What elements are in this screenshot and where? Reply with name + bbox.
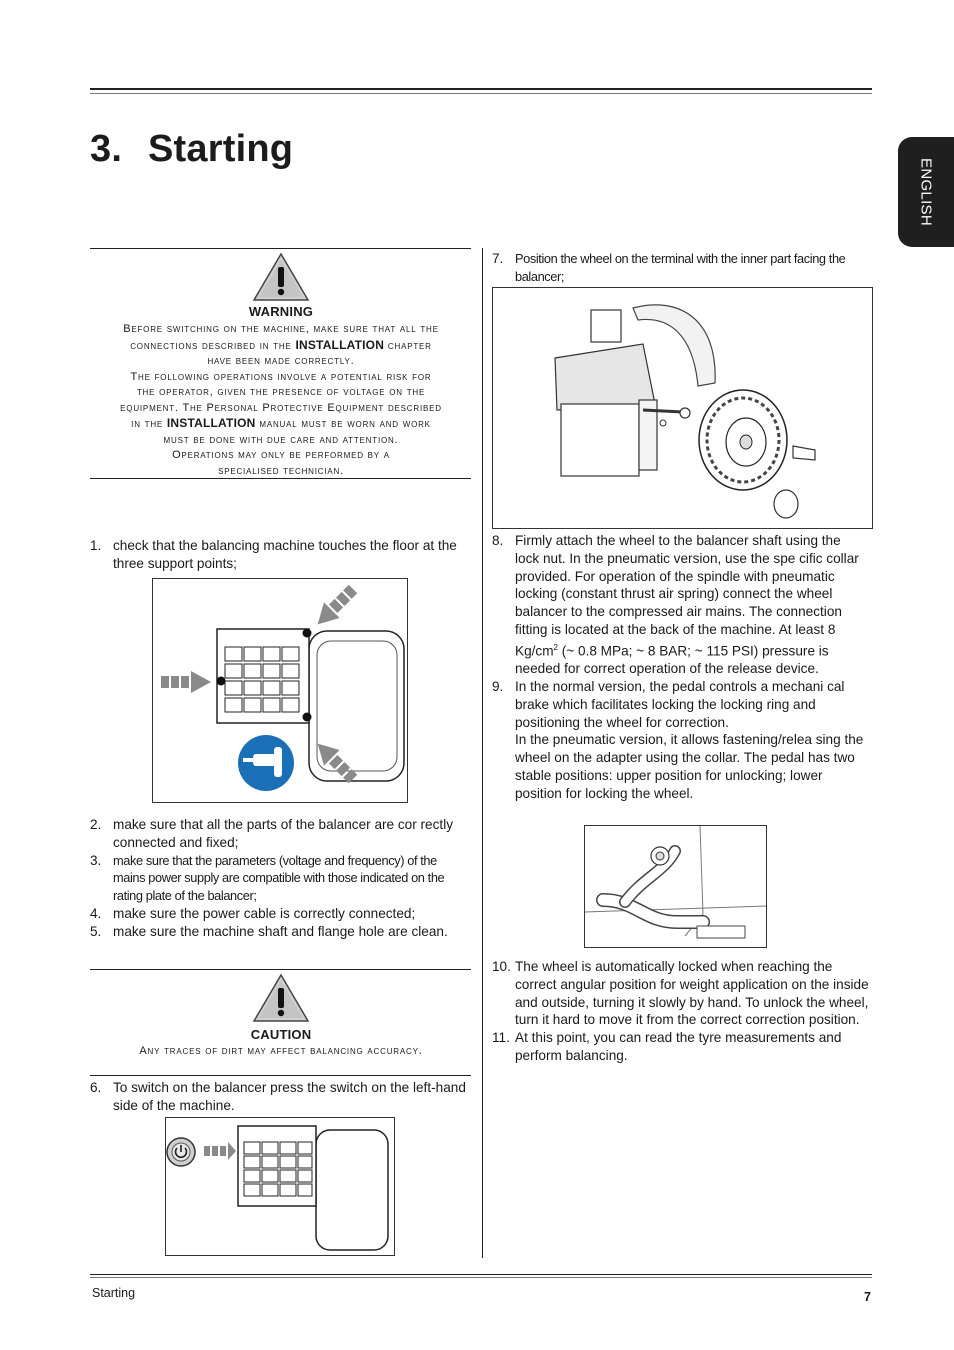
warning-line: the operator, given the presence of voltage on the: [136, 386, 426, 398]
warning-top-rule: [90, 248, 471, 249]
wheel-mounting-illustration: [493, 288, 872, 528]
power-button-icon: [167, 1138, 195, 1166]
language-tab: [898, 137, 954, 247]
list-item: 9. In the normal version, the pedal controls a mechani cal brake which facilitates locking the locking ring and positioning the wheel for correction. In the pneumatic version, it allows fastening/relea sing the wheel on the adapter using the collar. The pedal has two stable positions: upper position for unlocking; lower position for locking the wheel.: [492, 678, 864, 801]
warning-line: The following operations involve a potential risk for: [130, 370, 432, 383]
caution-top-rule: [90, 969, 471, 970]
figure-power-switch: [165, 1117, 395, 1256]
page-number: 7: [864, 1290, 871, 1304]
caution-notice: [92, 1027, 470, 1060]
caution-text: Any traces of dirt may affect balancing accuracy.: [139, 1045, 423, 1057]
steps-list-2: [90, 816, 470, 941]
warning-line: specialised technician.: [218, 464, 344, 477]
list-item: 6. To switch on the balancer press the switch on the left-hand side of the machine.: [90, 1080, 466, 1113]
list-item: 3. make sure that the parameters (voltage and frequency) of the mains power supply are compatible with those indicated on the rating plate of the balancer;: [90, 852, 445, 904]
balancer-switch-illustration: [166, 1118, 394, 1255]
top-rule: [90, 88, 872, 90]
warning-heading: WARNING: [248, 304, 314, 319]
warning-line: have been made correctly.: [207, 355, 355, 367]
balancer-top-view-illustration: [153, 579, 407, 802]
steps-list-3: [90, 1079, 470, 1115]
list-item: 10. The wheel is automatically locked when reaching the correct angular position for weight application on the inside and outside, turning it slowly by hand. To unlock the wheel, turn it hard to move it from the correct correction position.: [492, 959, 869, 1028]
footer-rule-thin: [90, 1277, 872, 1278]
list-item: 5. make sure the machine shaft and flange hole are clean.: [90, 923, 448, 939]
list-item: 4. make sure the power cable is correctly connected;: [90, 905, 416, 921]
list-item: 11. At this point, you can read the tyre measurements and perform balancing.: [492, 1030, 842, 1063]
footer-label: Starting: [92, 1286, 136, 1300]
top-rule-thin: [90, 93, 872, 94]
steps-list-1: [90, 537, 470, 573]
warning-notice: [92, 304, 470, 479]
warning-line: equipment. The Personal Protective Equipment described: [120, 401, 442, 414]
drill-icon: [238, 735, 294, 791]
figure-support-points: [152, 578, 408, 803]
figure-wheel-mounting: [492, 287, 873, 529]
warning-text: [92, 322, 470, 479]
list-item: 2. make sure that all the parts of the balancer are cor rectly connected and fixed;: [90, 817, 454, 850]
steps-list-6: [492, 958, 870, 1065]
language-tab-label: ENGLISH: [917, 158, 935, 226]
warning-line: Operations may only be performed by a: [172, 449, 390, 461]
warning-triangle-icon: [252, 252, 310, 302]
list-item: 1. check that the balancing machine touches the floor at the three support points;: [90, 538, 457, 571]
warning-bottom-rule: [90, 478, 471, 479]
caution-heading: CAUTION: [250, 1027, 312, 1042]
list-item: 7. Position the wheel on the terminal with the inner part facing the balancer;: [492, 251, 846, 284]
steps-list-4: [492, 250, 864, 286]
steps-list-5: [492, 532, 867, 802]
caution-triangle-icon: [252, 973, 310, 1023]
figure-pedal: [584, 825, 767, 948]
footer-rule: [90, 1274, 872, 1275]
warning-line: Before switching on the machine, make sure that all the: [123, 323, 439, 335]
warning-line: in the INSTALLATION manual must be worn and work: [131, 416, 431, 430]
warning-line: connections described in the INSTALLATION chapter: [130, 337, 432, 352]
section-number: 3.: [90, 128, 123, 170]
pedal-illustration: [585, 826, 766, 947]
list-item: 8. Firmly attach the wheel to the balancer shaft using the lock nut. In the pneumatic version, use the spe cific collar provided. For operation of the spindle with pneumatic locking (constant thrust air spring) connect the wheel balancer to the compressed air mains. The connection fitting is located at the back of the machine. At least 8 $Kg/cm^2$ (~ 0.8 MPa; ~ 8 BAR; ~ 115 PSI) pressure is needed for correct operation of the release device.: [492, 533, 859, 677]
page-title: [90, 128, 293, 171]
section-title: Starting: [148, 128, 294, 170]
column-divider: [482, 248, 483, 1258]
caution-bottom-rule: [90, 1075, 471, 1076]
warning-line: must be done with due care and attention.: [163, 433, 399, 446]
